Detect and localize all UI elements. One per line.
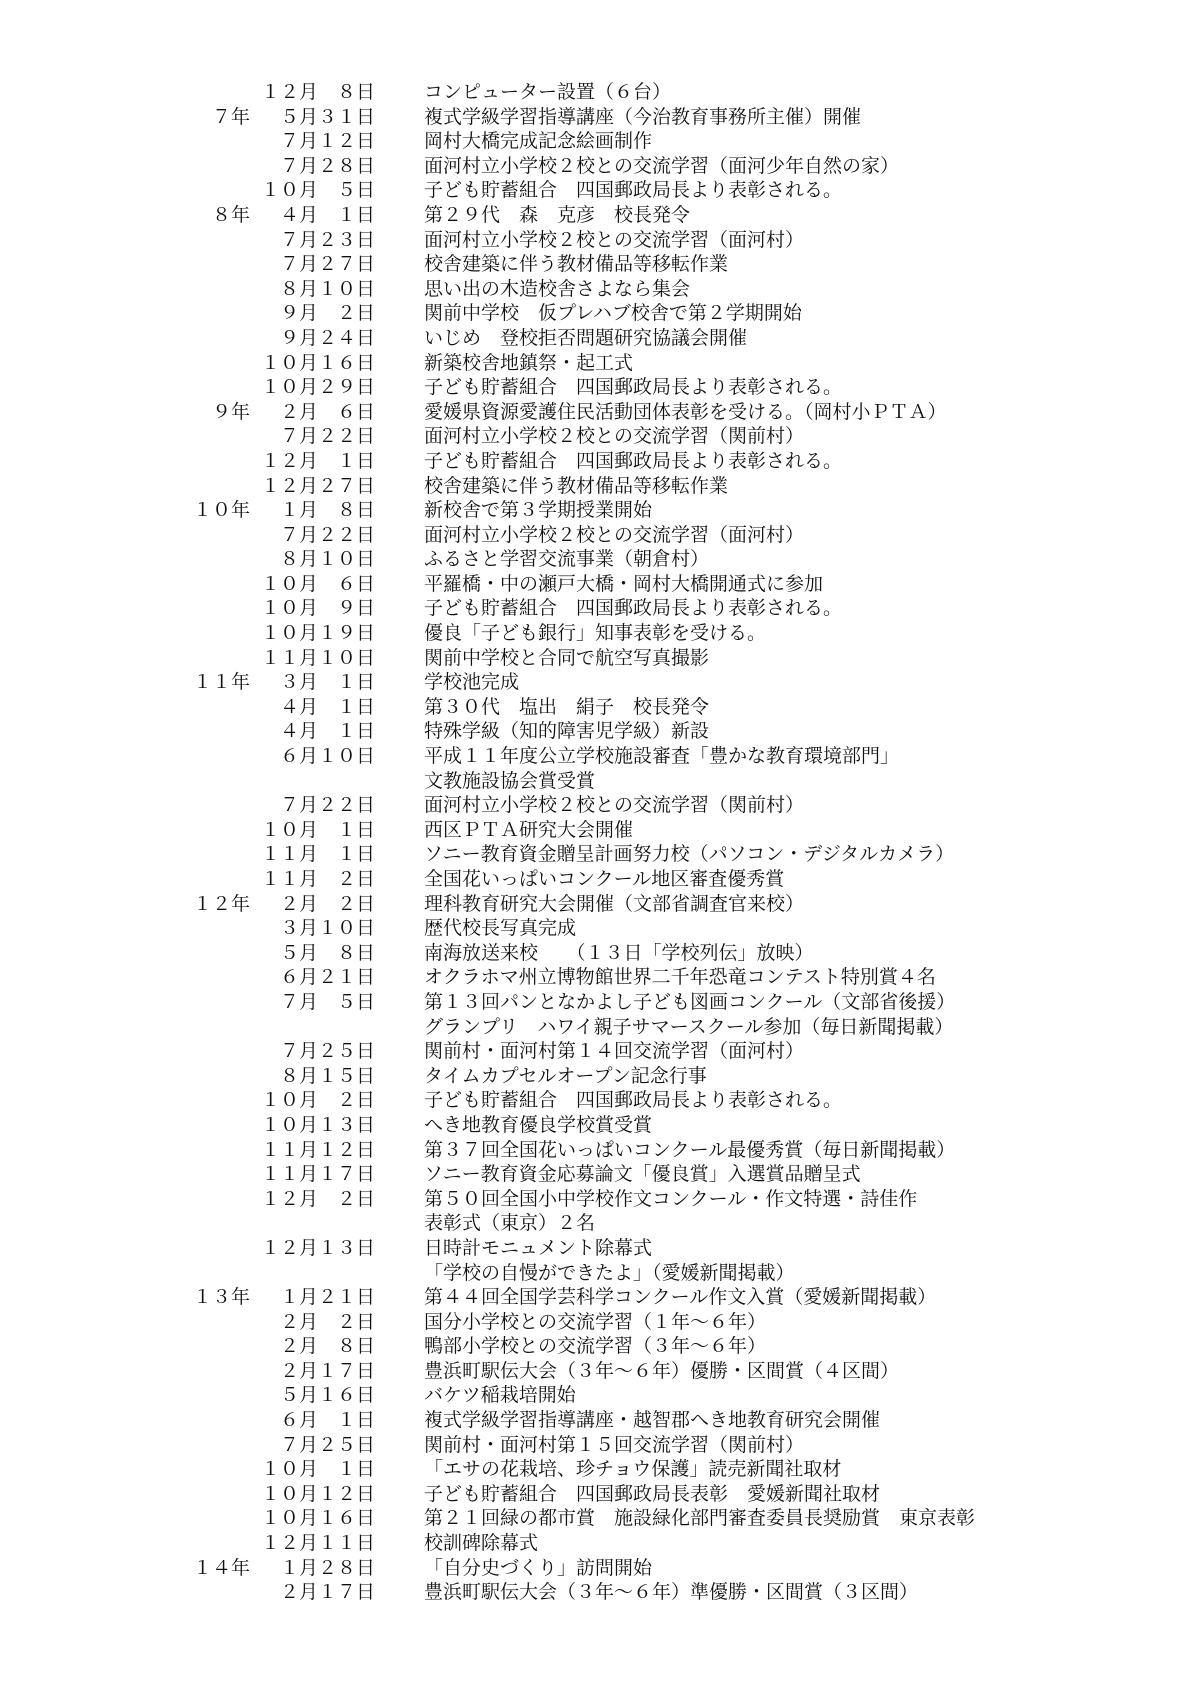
date-label: １０月１２日 xyxy=(260,1482,375,1505)
event-text: 全国花いっぱいコンクール地区審査優秀賞 xyxy=(424,868,785,890)
event-text: 「学校の自慢ができたよ」（愛媛新聞掲載） xyxy=(424,1261,795,1284)
date-label: ２月 ８日 xyxy=(279,1335,375,1358)
date-label: ５月 ８日 xyxy=(279,941,375,964)
event-text: ふるさと学習交流事業（朝倉村） xyxy=(424,548,710,571)
date-label: ３月１０日 xyxy=(279,917,375,940)
year-label: １３年 xyxy=(192,1286,250,1309)
event-text: 面河村立小学校２校との交流学習（関前村） xyxy=(424,425,805,448)
timeline-row xyxy=(0,1506,1200,1531)
event-text: 校訓碑除幕式 xyxy=(424,1532,539,1555)
date-label: ７月２３日 xyxy=(279,228,375,251)
event-text: 第１３回パンとなかよし子ども図画コンクール（文部省後援） xyxy=(424,990,956,1013)
date-label: １０月 １日 xyxy=(260,818,375,841)
event-text: 岡村大橋完成記念絵画制作 xyxy=(424,130,653,153)
date-label: １１月１７日 xyxy=(260,1163,375,1186)
timeline-row xyxy=(0,277,1200,302)
date-label: ７月１２日 xyxy=(279,130,375,153)
date-label: １２月 ２日 xyxy=(260,1187,375,1210)
year-label: １４年 xyxy=(192,1556,250,1579)
event-text: オクラホマ州立博物館世界二千年恐竜コンテスト特別賞４名 xyxy=(424,966,936,989)
date-label: ７月２２日 xyxy=(279,523,375,546)
date-label: １０月１６日 xyxy=(260,1507,375,1530)
event-text: へき地教育優良学校賞受賞 xyxy=(424,1113,653,1136)
event-text: 豊浜町駅伝大会（３年～６年）準優勝・区間賞（３区間） xyxy=(424,1581,919,1604)
event-text: 第２９代 森 克彦 校長発令 xyxy=(424,203,691,226)
event-text: グランプリ ハワイ親子サマースクール参加（毎日新聞掲載） xyxy=(424,1015,954,1038)
event-text: バケツ稲栽培開始 xyxy=(424,1384,576,1407)
timeline-row xyxy=(0,1039,1200,1064)
date-label: ７月２５日 xyxy=(279,1040,375,1063)
date-label: １２月１１日 xyxy=(260,1532,375,1555)
timeline-row xyxy=(0,523,1200,548)
event-text: 面河村立小学校２校との交流学習（面河村） xyxy=(424,228,805,251)
date-label: １０月 ５日 xyxy=(260,179,375,202)
timeline-row xyxy=(0,547,1200,572)
year-label: １０年 xyxy=(192,499,250,522)
date-label: １０月１６日 xyxy=(260,351,375,374)
event-text: 平成１１年度公立学校施設審査「豊かな教育環境部門」 xyxy=(424,745,900,768)
date-label: ６月 １日 xyxy=(279,1409,375,1432)
timeline-row xyxy=(0,1580,1200,1605)
event-text: 国分小学校との交流学習（１年～６年） xyxy=(424,1310,767,1333)
date-label: １月２８日 xyxy=(279,1556,375,1579)
event-text: 豊浜町駅伝大会（３年～６年）優勝・区間賞（４区間） xyxy=(424,1359,900,1382)
date-label: １０月２９日 xyxy=(260,376,375,399)
year-label: ９年 xyxy=(211,400,250,423)
date-label: ２月 ６日 xyxy=(279,400,375,423)
event-text: 第３０代 塩出 絹子 校長発令 xyxy=(424,695,710,718)
timeline-row xyxy=(0,1334,1200,1359)
event-text: 子ども貯蓄組合 四国郵政局長より表彰される。 xyxy=(424,1089,843,1112)
event-text: 文教施設協会賞受賞 xyxy=(424,769,596,792)
date-label: ６月２１日 xyxy=(279,966,375,989)
event-text: 面河村立小学校２校との交流学習（面河少年自然の家） xyxy=(424,154,900,177)
timeline-row xyxy=(0,424,1200,449)
timeline-row xyxy=(0,941,1200,966)
timeline-row xyxy=(0,105,1200,130)
event-text: 校舎建築に伴う教材備品等移転作業 xyxy=(424,253,729,276)
date-label: ８月１０日 xyxy=(279,277,375,300)
event-text: いじめ 登校拒否問題研究協議会開催 xyxy=(424,326,748,349)
timeline-row xyxy=(0,1138,1200,1163)
date-label: １１月１２日 xyxy=(260,1138,375,1161)
date-label: １１月１０日 xyxy=(260,646,375,669)
date-label: ２月１７日 xyxy=(279,1581,375,1604)
timeline-row xyxy=(0,1433,1200,1458)
event-text: 第４４回全国学芸科学コンクール作文入賞（愛媛新聞掲載） xyxy=(424,1286,937,1309)
date-label: ９月２４日 xyxy=(279,326,375,349)
event-text: 第３７回全国花いっぱいコンクール最優秀賞（毎日新聞掲載） xyxy=(424,1138,956,1161)
date-label: ７月 ５日 xyxy=(279,990,375,1013)
event-text: 学校池完成 xyxy=(424,671,520,694)
date-label: １２月１３日 xyxy=(260,1236,375,1259)
timeline-row xyxy=(0,1088,1200,1113)
date-label: １月２１日 xyxy=(279,1286,375,1309)
timeline-row xyxy=(0,670,1200,695)
timeline-row xyxy=(0,1556,1200,1581)
event-text: 新校舎で第３学期授業開始 xyxy=(424,499,653,522)
date-label: ２月 ２日 xyxy=(279,892,375,915)
timeline-row xyxy=(0,719,1200,744)
timeline-row xyxy=(0,793,1200,818)
event-text: 新築校舎地鎮祭・起工式 xyxy=(424,351,634,374)
timeline-row xyxy=(0,1162,1200,1187)
event-text: 「自分史づくり」訪問開始 xyxy=(424,1556,653,1579)
event-text: 子ども貯蓄組合 四国郵政局長より表彰される。 xyxy=(424,597,843,620)
timeline-row xyxy=(0,129,1200,154)
date-label: ２月１７日 xyxy=(279,1359,375,1382)
event-text: 歴代校長写真完成 xyxy=(424,917,577,940)
event-text: 南海放送来校 （１３日「学校列伝」放映） xyxy=(424,941,814,964)
date-label: ５月１６日 xyxy=(279,1384,375,1407)
timeline-row xyxy=(0,916,1200,941)
date-label: １０月１３日 xyxy=(260,1113,375,1136)
date-label: １０月 ６日 xyxy=(260,572,375,595)
date-label: ２月 ２日 xyxy=(279,1310,375,1333)
timeline-row xyxy=(0,1383,1200,1408)
date-label: ７月２７日 xyxy=(279,253,375,276)
timeline-row xyxy=(0,1187,1200,1212)
event-text: 面河村立小学校２校との交流学習（面河村） xyxy=(424,523,805,546)
timeline-row xyxy=(0,867,1200,892)
timeline-row xyxy=(0,769,1200,794)
timeline-row xyxy=(0,498,1200,523)
event-text: 鴨部小学校との交流学習（３年～６年） xyxy=(424,1335,767,1358)
year-label: １２年 xyxy=(192,892,250,915)
timeline-row xyxy=(0,1261,1200,1286)
event-text: 特殊学級（知的障害児学級）新設 xyxy=(424,720,710,743)
history-timeline xyxy=(0,80,1200,1605)
timeline-row xyxy=(0,351,1200,376)
timeline-row xyxy=(0,474,1200,499)
date-label: １０月１９日 xyxy=(260,622,375,645)
timeline-row xyxy=(0,1015,1200,1040)
date-label: ８月１０日 xyxy=(279,548,375,571)
timeline-row xyxy=(0,1236,1200,1261)
date-label: ３月 １日 xyxy=(279,671,375,694)
event-text: ソニー教育資金贈呈計画努力校（パソコン・デジタルカメラ） xyxy=(424,843,955,866)
date-label: ５月３１日 xyxy=(279,105,375,128)
event-text: 表彰式（東京）２名 xyxy=(424,1212,596,1235)
date-label: ７月２２日 xyxy=(279,794,375,817)
date-label: ７月２２日 xyxy=(279,425,375,448)
event-text: 関前中学校 仮プレハブ校舎で第２学期開始 xyxy=(424,302,802,325)
event-text: 第２１回緑の都市賞 施設緑化部門審査委員長奨励賞 東京表彰 xyxy=(424,1507,976,1530)
date-label: １０月 ２日 xyxy=(260,1089,375,1112)
event-text: 「エサの花栽培、珍チョウ保護」読売新聞社取材 xyxy=(424,1458,842,1481)
timeline-row xyxy=(0,596,1200,621)
event-text: 子ども貯蓄組合 四国郵政局長より表彰される。 xyxy=(424,449,843,472)
timeline-row xyxy=(0,252,1200,277)
date-label: １２月 １日 xyxy=(260,449,375,472)
timeline-row xyxy=(0,744,1200,769)
event-text: 関前中学校と合同で航空写真撮影 xyxy=(424,646,710,669)
timeline-row xyxy=(0,178,1200,203)
timeline-row xyxy=(0,1457,1200,1482)
event-text: コンピューター設置（６台） xyxy=(424,81,672,103)
timeline-row xyxy=(0,842,1200,867)
event-text: 関前村・面河村第１５回交流学習（関前村） xyxy=(424,1433,805,1456)
timeline-row xyxy=(0,1531,1200,1556)
event-text: 第５０回全国小中学校作文コンクール・作文特選・詩佳作 xyxy=(424,1187,918,1210)
event-text: 複式学級学習指導講座（今治教育事務所主催）開催 xyxy=(424,105,862,128)
timeline-row xyxy=(0,1064,1200,1089)
event-text: 面河村立小学校２校との交流学習（関前村） xyxy=(424,794,805,817)
event-text: 子ども貯蓄組合 四国郵政局長より表彰される。 xyxy=(424,179,843,202)
timeline-row xyxy=(0,228,1200,253)
timeline-row xyxy=(0,818,1200,843)
event-text: 理科教育研究大会開催（文部省調査官来校） xyxy=(424,892,805,915)
timeline-row xyxy=(0,203,1200,228)
date-label: １月 ８日 xyxy=(279,499,375,522)
timeline-row xyxy=(0,695,1200,720)
event-text: 平羅橋・中の瀬戸大橋・岡村大橋開通式に参加 xyxy=(424,572,824,595)
event-text: 思い出の木造校舎さよなら集会 xyxy=(424,277,691,300)
timeline-row xyxy=(0,400,1200,425)
event-text: タイムカプセルオープン記念行事 xyxy=(424,1064,707,1087)
event-text: 複式学級学習指導講座・越智郡へき地教育研究会開催 xyxy=(424,1409,881,1432)
year-label: １１年 xyxy=(192,671,250,694)
timeline-row xyxy=(0,1310,1200,1335)
timeline-row xyxy=(0,449,1200,474)
date-label: ９月 ２日 xyxy=(279,302,375,325)
timeline-row xyxy=(0,1408,1200,1433)
timeline-row xyxy=(0,990,1200,1015)
timeline-row xyxy=(0,1211,1200,1236)
timeline-row xyxy=(0,892,1200,917)
timeline-row xyxy=(0,1482,1200,1507)
date-label: ４月 １日 xyxy=(279,203,375,226)
timeline-row xyxy=(0,301,1200,326)
timeline-row xyxy=(0,80,1200,105)
event-text: 子ども貯蓄組合 四国郵政局長表彰 愛媛新聞社取材 xyxy=(424,1482,881,1505)
timeline-row xyxy=(0,1359,1200,1384)
timeline-row xyxy=(0,154,1200,179)
timeline-row xyxy=(0,1113,1200,1138)
date-label: ８月１５日 xyxy=(279,1064,375,1087)
date-label: ６月１０日 xyxy=(279,745,375,768)
timeline-row xyxy=(0,621,1200,646)
year-label: ８年 xyxy=(211,203,250,226)
date-label: １２月２７日 xyxy=(260,474,375,497)
timeline-row xyxy=(0,646,1200,671)
timeline-row xyxy=(0,1285,1200,1310)
event-text: 関前村・面河村第１４回交流学習（面河村） xyxy=(424,1040,805,1063)
timeline-row xyxy=(0,375,1200,400)
event-text: 校舎建築に伴う教材備品等移転作業 xyxy=(424,474,729,497)
date-label: １０月 ９日 xyxy=(260,597,375,620)
date-label: ４月 １日 xyxy=(279,695,375,718)
year-label: ７年 xyxy=(211,105,250,128)
event-text: 優良「子ども銀行」知事表彰を受ける。 xyxy=(424,622,767,645)
event-text: ソニー教育資金応募論文「優良賞」入選賞品贈呈式 xyxy=(424,1163,861,1186)
timeline-row xyxy=(0,965,1200,990)
date-label: ７月２８日 xyxy=(279,154,375,177)
event-text: 子ども貯蓄組合 四国郵政局長より表彰される。 xyxy=(424,376,843,399)
timeline-row xyxy=(0,572,1200,597)
date-label: １１月 １日 xyxy=(260,843,375,866)
event-text: 西区ＰＴＡ研究大会開催 xyxy=(424,818,634,841)
date-label: ７月２５日 xyxy=(279,1433,375,1456)
date-label: １２月 ８日 xyxy=(260,81,375,103)
event-text: 愛媛県資源愛護住民活動団体表彰を受ける。（岡村小ＰＴＡ） xyxy=(424,400,947,423)
date-label: １０月 １日 xyxy=(260,1458,375,1481)
timeline-row xyxy=(0,326,1200,351)
event-text: 日時計モニュメント除幕式 xyxy=(424,1236,653,1259)
date-label: １１月 ２日 xyxy=(260,868,375,890)
date-label: ４月 １日 xyxy=(279,720,375,743)
